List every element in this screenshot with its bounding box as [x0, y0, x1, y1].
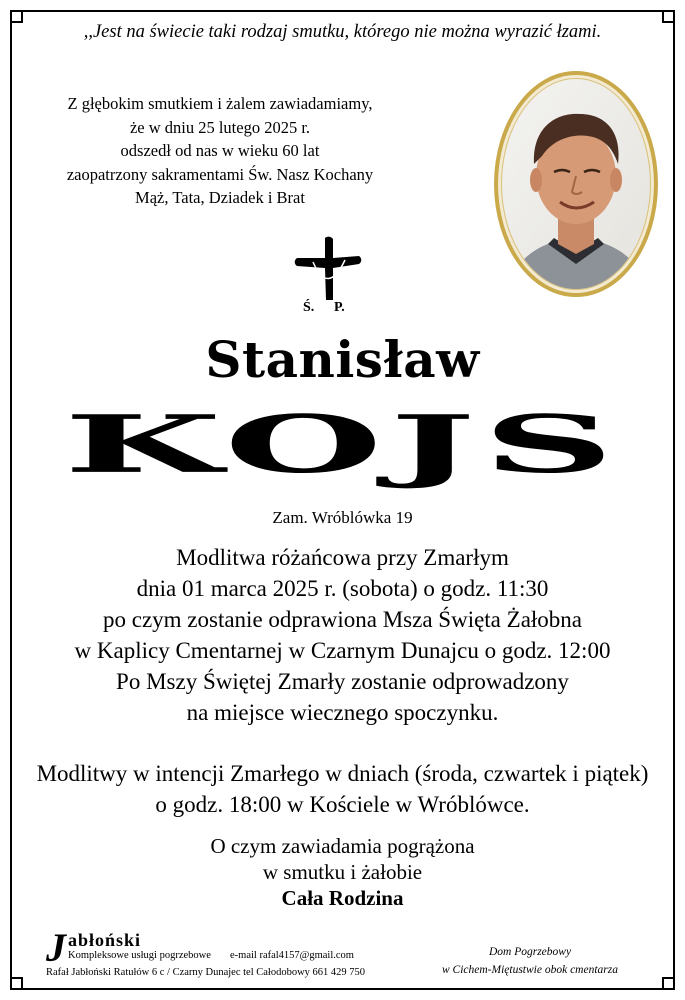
- ceremony-line: Modlitwa różańcowa przy Zmarłym: [176, 545, 509, 570]
- funeral-parlor-line: w Cichem-Miętustwie obok cmentarza: [442, 964, 618, 976]
- deceased-first-name: Stanisław: [205, 330, 480, 389]
- residence-address: Zam. Wróblówka 19: [272, 508, 413, 527]
- cross-letter-left: Ś.: [303, 300, 315, 315]
- ceremony-line: w Kaplicy Cmentarnej w Czarnym Dunajcu o godz. 12:00: [74, 638, 611, 663]
- deceased-surname: KOJS: [63, 397, 622, 491]
- closing-line: O czym zawiadamia pogrążona: [210, 834, 475, 858]
- funeral-home-contact: Rafał Jabłoński Ratułów 6 c / Czarny Dunajec tel Całodobowy 661 429 750: [46, 967, 366, 978]
- funeral-parlor-line: Dom Pogrzebowy: [488, 946, 572, 958]
- prayer-line: Modlitwy w intencji Zmarłego w dniach (środa, czwartek i piątek): [36, 761, 649, 786]
- funeral-home-logo-name: abłoński: [68, 930, 142, 950]
- intro-line: odszedł od nas w wieku 60 lat: [120, 141, 320, 160]
- funeral-home-logo-initial: J: [46, 925, 66, 970]
- funeral-parlor-info: [420, 943, 640, 979]
- prayer-schedule: [0, 758, 685, 820]
- funeral-home-email: e-mail rafal4157@gmail.com: [230, 950, 354, 961]
- ceremony-line: po czym zostanie odprawiona Msza Święta Żałobna: [102, 607, 582, 632]
- intro-line: Z głębokim smutkiem i żalem zawiadamiamy,: [67, 94, 373, 113]
- funeral-home-tagline: Kompleksowe usługi pogrzebowe: [68, 950, 211, 961]
- closing-line: w smutku i żałobie: [262, 860, 423, 884]
- intro-line: że w dniu 25 lutego 2025 r.: [129, 117, 311, 137]
- cross-letter-right: P.: [334, 300, 345, 315]
- closing-signature: [0, 833, 685, 911]
- portrait-photo: [492, 68, 660, 300]
- ceremony-details: [0, 542, 685, 728]
- corner-ornament-br: [653, 968, 675, 990]
- family-signature: Cała Rodzina: [281, 886, 404, 910]
- announcement-intro: [40, 92, 400, 210]
- opening-quote: ,,Jest na świecie taki rodzaj smutku, którego nie można wyrazić łzami.: [83, 22, 602, 42]
- frame-bottom-line: [22, 988, 663, 990]
- frame-top-line: [22, 10, 663, 12]
- ceremony-line: dnia 01 marca 2025 r. (sobota) o godz. 11:30: [136, 576, 549, 601]
- ceremony-line: na miejsce wiecznego spoczynku.: [186, 700, 499, 725]
- intro-line: zaopatrzony sakramentami Św. Nasz Kochany: [66, 164, 374, 184]
- ceremony-line: Po Mszy Świętej Zmarły zostanie odprowadzony: [116, 669, 569, 694]
- intro-line: Mąż, Tata, Dziadek i Brat: [135, 188, 305, 207]
- prayer-line: o godz. 18:00 w Kościele w Wróblówce.: [155, 792, 530, 817]
- corner-ornament-bl: [10, 968, 32, 990]
